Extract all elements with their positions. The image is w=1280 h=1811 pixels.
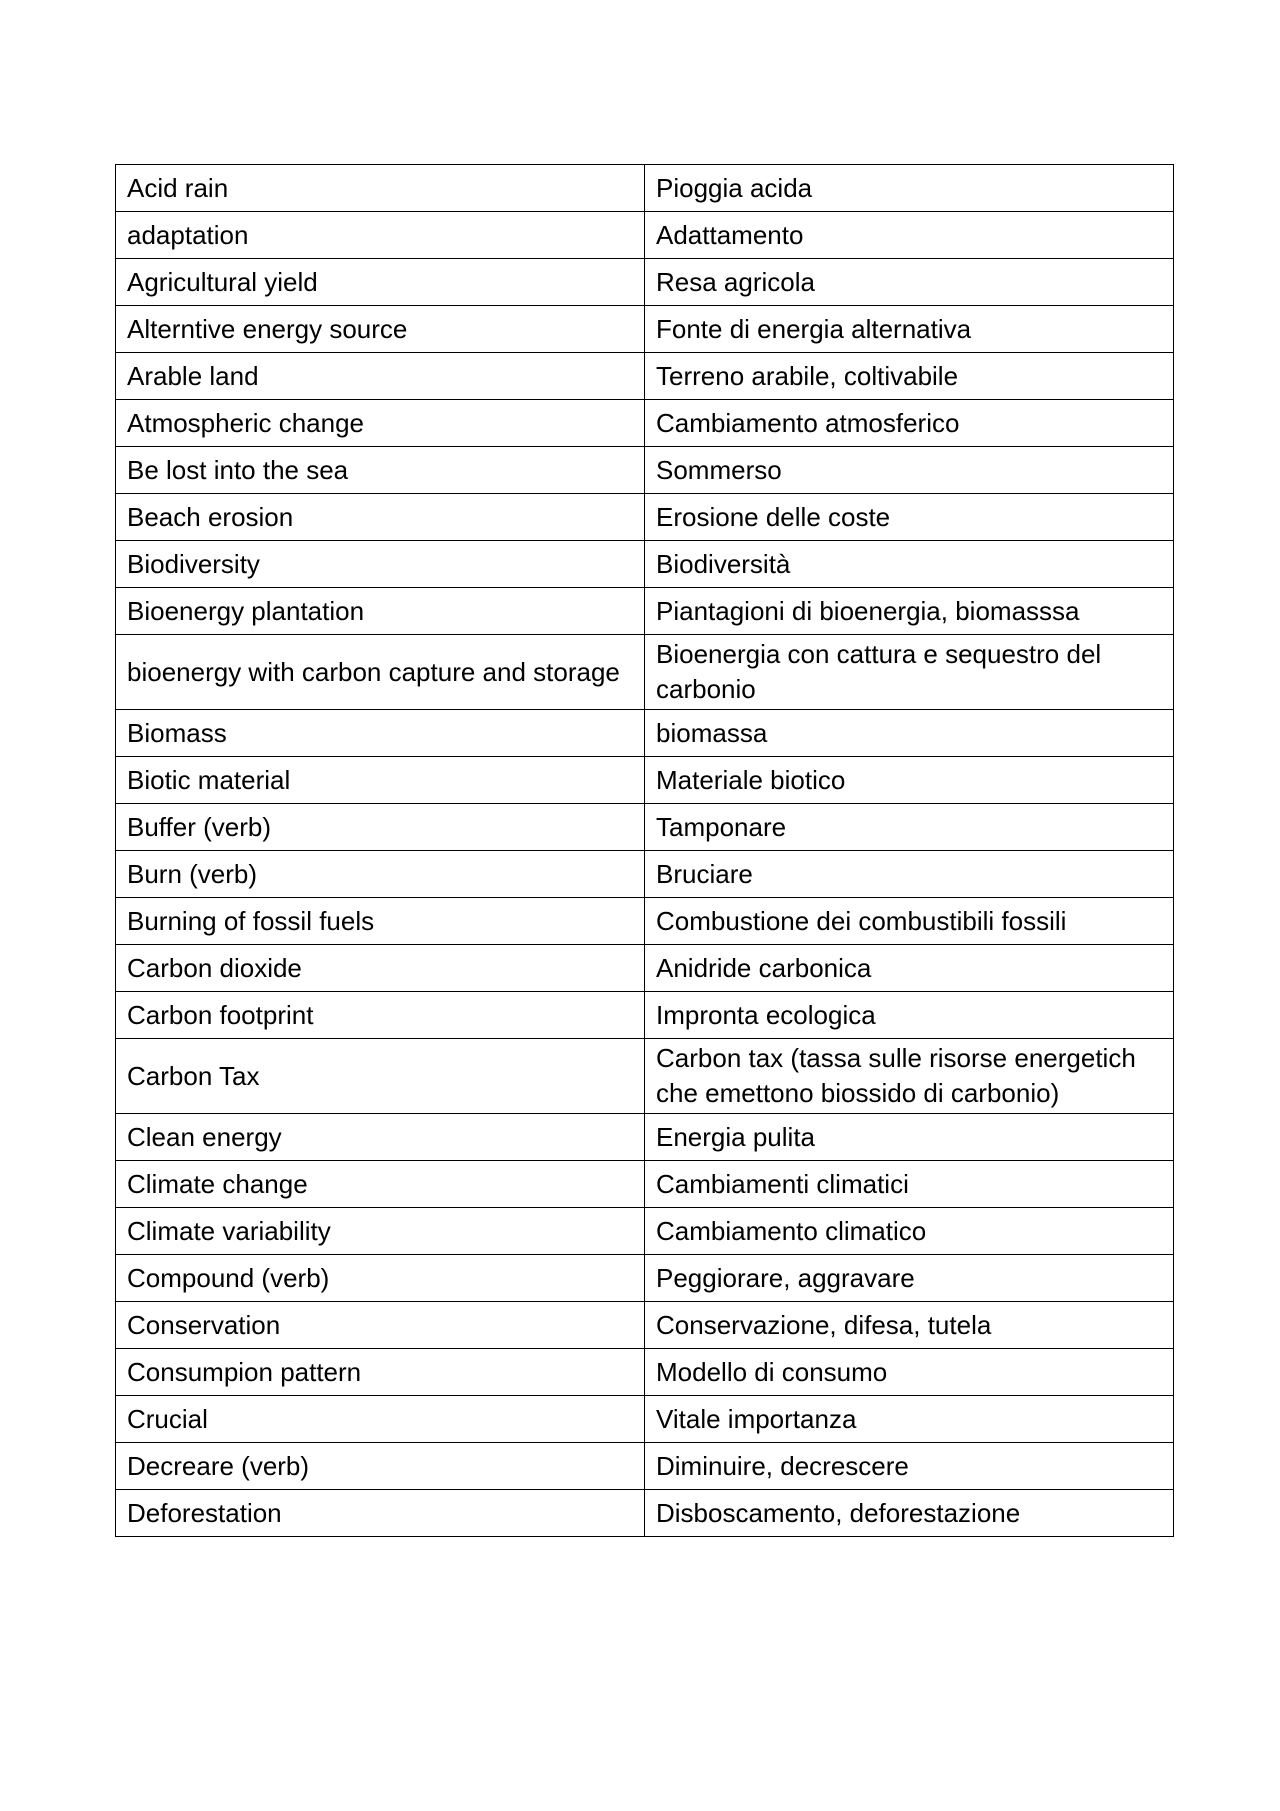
table-row: [116, 259, 1174, 306]
english-term: Biomass: [116, 710, 645, 757]
table-row: [116, 1208, 1174, 1255]
table-row: [116, 804, 1174, 851]
table-row: [116, 1039, 1174, 1114]
english-term: Biotic material: [116, 757, 645, 804]
english-term: Burning of fossil fuels: [116, 898, 645, 945]
table-row: [116, 757, 1174, 804]
italian-term: Modello di consumo: [645, 1349, 1174, 1396]
italian-term: Tamponare: [645, 804, 1174, 851]
glossary-body: [116, 165, 1174, 1537]
english-term: Crucial: [116, 1396, 645, 1443]
table-row: [116, 1443, 1174, 1490]
english-term: Conservation: [116, 1302, 645, 1349]
table-row: [116, 212, 1174, 259]
italian-term: Piantagioni di bioenergia, biomasssa: [645, 588, 1174, 635]
italian-term: Cambiamenti climatici: [645, 1161, 1174, 1208]
english-term: Agricultural yield: [116, 259, 645, 306]
english-term: Atmospheric change: [116, 400, 645, 447]
table-row: [116, 306, 1174, 353]
english-term: Alterntive energy source: [116, 306, 645, 353]
english-term: Beach erosion: [116, 494, 645, 541]
table-row: [116, 1490, 1174, 1537]
italian-term: Erosione delle coste: [645, 494, 1174, 541]
italian-term: Energia pulita: [645, 1114, 1174, 1161]
italian-term: Bioenergia con cattura e sequestro del carbonio: [645, 635, 1174, 710]
english-term: Biodiversity: [116, 541, 645, 588]
table-row: [116, 494, 1174, 541]
table-row: [116, 1349, 1174, 1396]
english-term: Decreare (verb): [116, 1443, 645, 1490]
english-term: adaptation: [116, 212, 645, 259]
italian-term: Sommerso: [645, 447, 1174, 494]
table-row: [116, 541, 1174, 588]
table-row: [116, 635, 1174, 710]
english-term: Compound (verb): [116, 1255, 645, 1302]
italian-term: Disboscamento, deforestazione: [645, 1490, 1174, 1537]
italian-term: Anidride carbonica: [645, 945, 1174, 992]
italian-term: Conservazione, difesa, tutela: [645, 1302, 1174, 1349]
italian-term: Pioggia acida: [645, 165, 1174, 212]
italian-term: Biodiversità: [645, 541, 1174, 588]
table-row: [116, 588, 1174, 635]
table-row: [116, 945, 1174, 992]
italian-term: Combustione dei combustibili fossili: [645, 898, 1174, 945]
english-term: Consumpion pattern: [116, 1349, 645, 1396]
english-term: Arable land: [116, 353, 645, 400]
table-row: [116, 992, 1174, 1039]
italian-term: Cambiamento climatico: [645, 1208, 1174, 1255]
english-term: Acid rain: [116, 165, 645, 212]
italian-term: Materiale biotico: [645, 757, 1174, 804]
english-term: bioenergy with carbon capture and storage: [116, 635, 645, 710]
italian-term: biomassa: [645, 710, 1174, 757]
table-row: [116, 353, 1174, 400]
italian-term: Adattamento: [645, 212, 1174, 259]
english-term: Clean energy: [116, 1114, 645, 1161]
english-term: Bioenergy plantation: [116, 588, 645, 635]
table-row: [116, 851, 1174, 898]
italian-term: Diminuire, decrescere: [645, 1443, 1174, 1490]
italian-term: Terreno arabile, coltivabile: [645, 353, 1174, 400]
italian-term: Fonte di energia alternativa: [645, 306, 1174, 353]
english-term: Carbon footprint: [116, 992, 645, 1039]
italian-term: Cambiamento atmosferico: [645, 400, 1174, 447]
table-row: [116, 898, 1174, 945]
italian-term: Carbon tax (tassa sulle risorse energetich che emettono biossido di carbonio): [645, 1039, 1174, 1114]
english-term: Burn (verb): [116, 851, 645, 898]
italian-term: Peggiorare, aggravare: [645, 1255, 1174, 1302]
table-row: [116, 1302, 1174, 1349]
table-row: [116, 1255, 1174, 1302]
table-row: [116, 400, 1174, 447]
english-term: Be lost into the sea: [116, 447, 645, 494]
table-row: [116, 1396, 1174, 1443]
italian-term: Impronta ecologica: [645, 992, 1174, 1039]
table-row: [116, 710, 1174, 757]
table-row: [116, 1161, 1174, 1208]
italian-term: Resa agricola: [645, 259, 1174, 306]
table-row: [116, 165, 1174, 212]
english-term: Climate change: [116, 1161, 645, 1208]
english-term: Buffer (verb): [116, 804, 645, 851]
table-row: [116, 447, 1174, 494]
table-row: [116, 1114, 1174, 1161]
english-term: Climate variability: [116, 1208, 645, 1255]
english-term: Carbon Tax: [116, 1039, 645, 1114]
italian-term: Bruciare: [645, 851, 1174, 898]
english-term: Deforestation: [116, 1490, 645, 1537]
english-term: Carbon dioxide: [116, 945, 645, 992]
italian-term: Vitale importanza: [645, 1396, 1174, 1443]
glossary-table: [115, 164, 1174, 1537]
